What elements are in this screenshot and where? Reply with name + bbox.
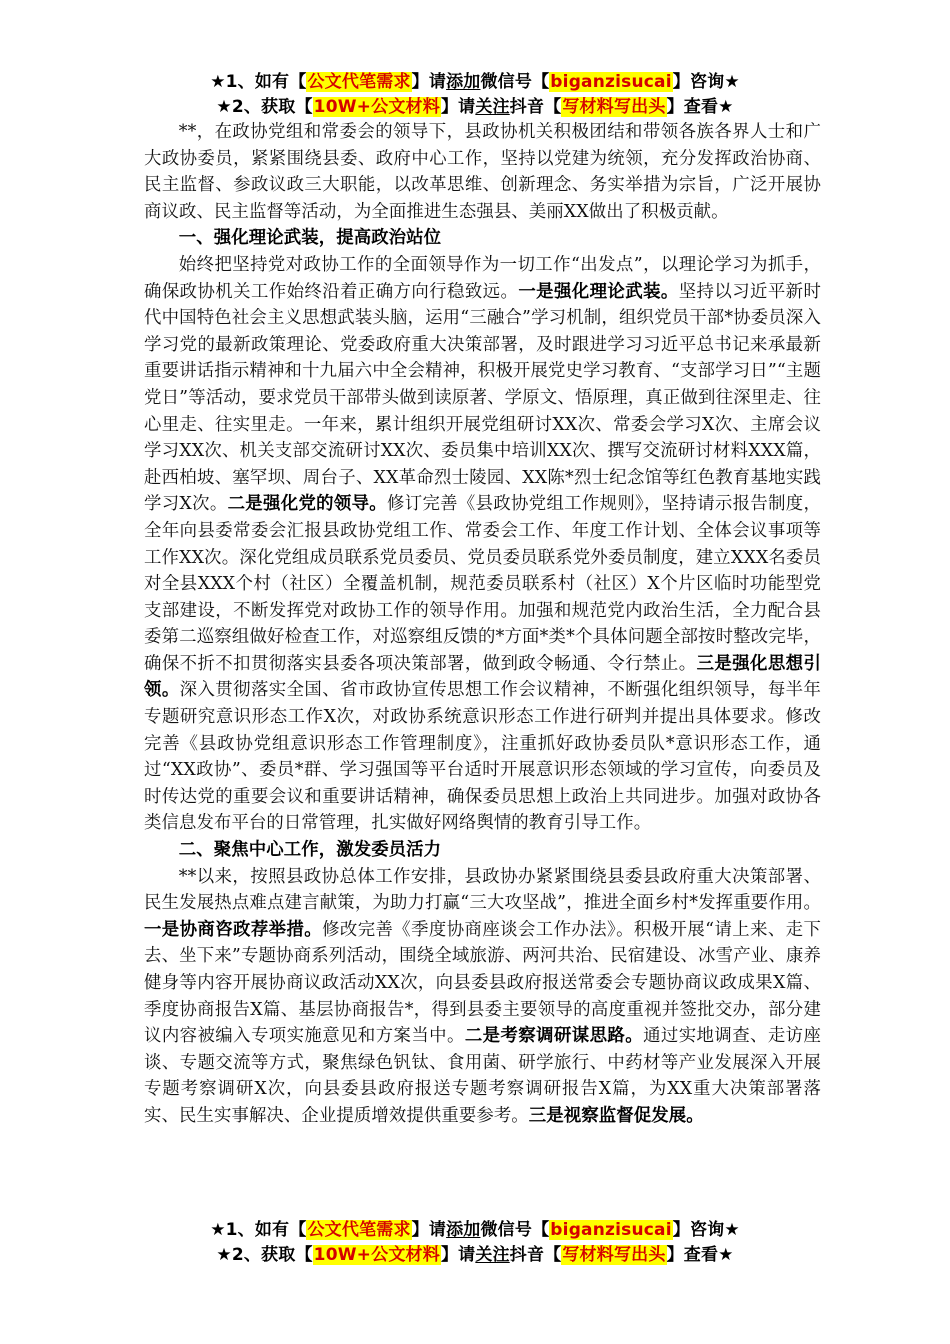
promo-text: 】咨询★ (672, 72, 740, 92)
bold-lead: 三是视察监督促发展。 (528, 1105, 704, 1126)
bold-lead: 一是强化理论武装。 (518, 281, 679, 302)
section-heading-2: 二、聚焦中心工作，激发委员活力 (178, 840, 442, 861)
promo-highlight: 写材料写出头 (562, 1245, 666, 1265)
promo-line-2 (120, 95, 830, 120)
promo-text: 】咨询★ (672, 1220, 740, 1240)
paragraph-text: 始终把坚持党对政协工作的全面领导作为一切工作“出发点”，以理论学习为抓手，确保政协机关工作始终沿着正确方向行稳致远。 (144, 254, 821, 302)
promo-line-1 (120, 1218, 830, 1243)
promo-highlight: biganzisucai (550, 72, 672, 92)
promo-text: 】请 (440, 1245, 476, 1265)
document-body (144, 119, 821, 1130)
bold-lead: 二是强化党的领导。 (227, 494, 388, 515)
paragraph-text: 通过实地调查、走访座谈、专题交流等方式，聚焦绿色钒钛、食用菌、研学旅行、中药材等产业发展深入开展专题考察调研X次，向县委县政府报送专题考察调研报告X篇，为XX重大决策部署落实、民生实事解决、企业提质增效提供重要参考。 (144, 1026, 821, 1126)
promo-text: 】查看★ (666, 1245, 734, 1265)
promo-banner-bottom (120, 1218, 830, 1268)
promo-highlight: 公文代笔需求 (307, 1220, 411, 1240)
section-2-paragraph (144, 864, 821, 1130)
promo-text: ★1、如有【 (210, 1220, 307, 1240)
paragraph-text: 坚持以习近平新时代中国特色社会主义思想武装头脑，运用“三融合”学习机制，组织党员干部*协委员深入学习党的最新政策理论、党委政府重大决策部署，及时跟进学习习近平总书记来承最新重要讲话指示精神和十九届六中全会精神，积极开展党史学习教育、“支部学习日”“主题党日”等活动，要求党员干部带头做到读原著、学原文、悟原理，真正做到往深里走、往心里走、往实里走。一年来，累计组织开展党组研讨XX次、常委会学习X次、主席会议学习XX次、机关支部交流研讨XX次、委员集中培训XX次、撰写交流研讨材料XXX篇，赴西柏坡、塞罕坝、周台子、XX革命烈士陵园、XX陈*烈士纪念馆等红色教育基地实践学习X次。 (144, 281, 821, 515)
promo-banner-top (120, 70, 830, 120)
promo-text: 】请 (411, 72, 447, 92)
bold-lead: 三是强化思想引领。 (144, 653, 821, 701)
promo-underline: 关注 (475, 97, 510, 117)
paragraph-text: 修改完善《季度协商座谈会工作办法》。积极开展“请上来、走下去、坐下来”专题协商系列活动，围绕全域旅游、两河共治、民宿建设、冰雪产业、康养健身等内容开展协商议政活动XX次，向县委县政府报送常委会专题协商议政成果X篇、季度协商报告X篇、基层协商报告*，得到县委主要领导的高度重视并签批交办，部分建议内容被编入专项实施意见和方案当中。 (144, 919, 821, 1047)
intro-paragraph: **，在政协党组和常委会的领导下，县政协机关积极团结和带领各族各界人士和广大政协委员，紧紧围绕县委、政府中心工作，坚持以党建为统领，充分发挥政治协商、民主监督、参政议政三大职能，以改革思维、创新理念、务实举措为宗旨，广泛开展协商议政、民主监督等活动，为全面推进生态强县、美丽XX做出了积极贡献。 (144, 122, 821, 222)
promo-text: 】请 (440, 97, 476, 117)
promo-highlight: 写材料写出头 (562, 97, 666, 117)
paragraph-text: **以来，按照县政协总体工作安排，县政协办紧紧围绕县委县政府重大决策部署、民生发展热点难点建言献策，为助力打赢“三大攻坚战”，推进全面乡村*发挥重要作用。 (144, 866, 821, 914)
promo-underline: 添加 (446, 72, 481, 92)
promo-text: ★2、获取【 (216, 97, 313, 117)
promo-text: ★1、如有【 (210, 72, 307, 92)
promo-text: 】查看★ (666, 97, 734, 117)
promo-text: 微信号【 (480, 72, 550, 92)
bold-lead: 二是考察调研谋思路。 (464, 1026, 644, 1047)
bold-lead: 一是协商咨政荐举措。 (144, 919, 323, 940)
promo-text: ★2、获取【 (216, 1245, 313, 1265)
promo-text: 】请 (411, 1220, 447, 1240)
section-1-paragraph (144, 252, 821, 837)
promo-highlight: 10W+公文材料 (313, 1245, 440, 1265)
promo-text: 微信号【 (480, 1220, 550, 1240)
promo-line-2 (120, 1243, 830, 1268)
promo-highlight: 10W+公文材料 (313, 97, 440, 117)
promo-highlight: biganzisucai (550, 1220, 672, 1240)
promo-highlight: 公文代笔需求 (307, 72, 411, 92)
paragraph-text: 修订完善《县政协党组工作规则》，坚持请示报告制度，全年向县委常委会汇报县政协党组工作、常委会工作、年度工作计划、全体会议事项等工作XX次。深化党组成员联系党员委员、党员委员联系党外委员制度，建立XXX名委员对全县XXX个村（社区）全覆盖机制，规范委员联系村（社区）X个片区临时功能型党支部建设，不断发挥党对政协工作的领导作用。加强和规范党内政治生活，全力配合县委第二巡察组做好检查工作，对巡察组反馈的*方面*类*个具体问题全部按时整改完毕，确保不折不扣贯彻落实县委各项决策部署，做到政令畅通、令行禁止。 (144, 494, 821, 674)
paragraph-text: 深入贯彻落实全国、省市政协宣传思想工作会议精神，不断强化组织领导，每半年专题研究意识形态工作X次，对政协系统意识形态工作进行研判并提出具体要求。修改完善《县政协党组意识形态工作管理制度》，注重抓好政协委员队*意识形态工作，通过“XX政协”、委员*群、学习强国等平台适时开展意识形态领域的学习宣传，向委员及时传达党的重要会议和重要讲话精神，确保委员思想上政治上共同进步。加强对政协各类信息发布平台的日常管理，扎实做好网络舆情的教育引导工作。 (144, 680, 821, 834)
promo-line-1 (120, 70, 830, 95)
promo-underline: 添加 (446, 1220, 481, 1240)
promo-underline: 关注 (475, 1245, 510, 1265)
promo-text: 抖音【 (509, 97, 562, 117)
promo-text: 抖音【 (509, 1245, 562, 1265)
section-heading-1: 一、强化理论武装，提高政治站位 (178, 228, 442, 249)
